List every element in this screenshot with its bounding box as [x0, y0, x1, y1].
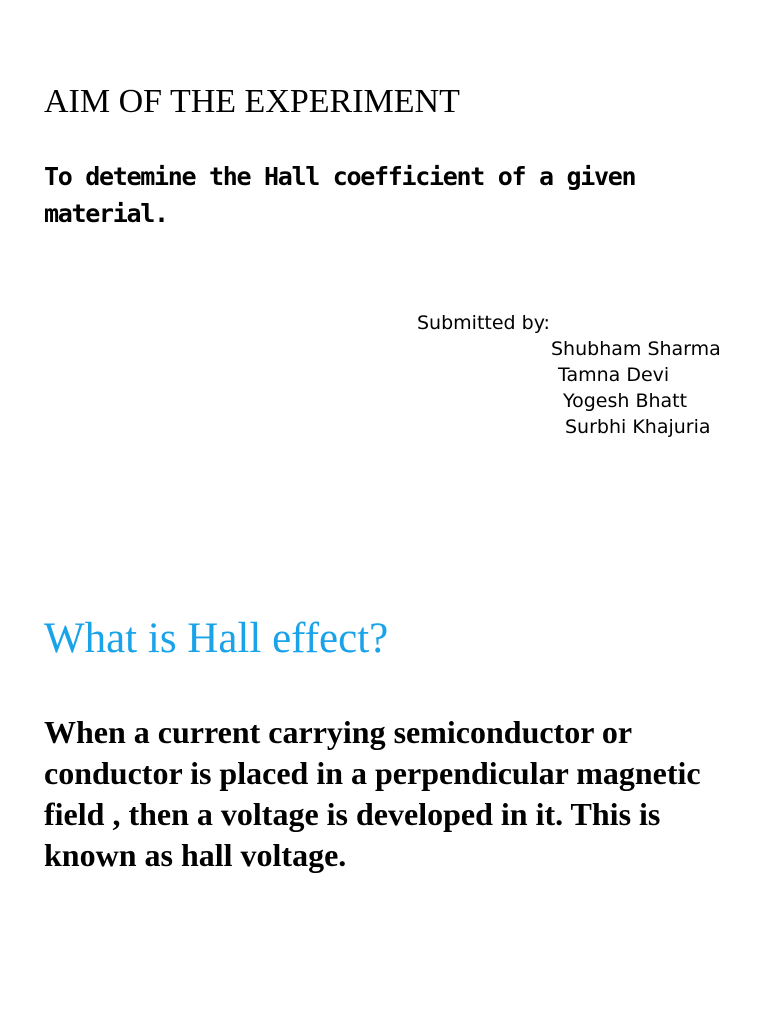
slide-hall-effect	[0, 512, 768, 1024]
member-name: Surbhi Khajuria	[565, 416, 711, 438]
aim-statement: To detemine the Hall coefficient of a given material.	[44, 162, 636, 228]
member-name: Shubham Sharma	[551, 338, 721, 360]
member-name: Tamna Devi	[558, 364, 670, 386]
hall-effect-definition: When a current carrying semiconductor or conductor is placed in a perpendicular magnetic field , then a voltage is developed in it. This is known as hall voltage.	[44, 714, 701, 873]
submitted-by-block	[0, 308, 768, 448]
submitted-by-label: Submitted by:	[417, 312, 550, 334]
aim-heading: AIM OF THE EXPERIMENT	[44, 83, 460, 120]
hall-effect-heading: What is Hall effect?	[44, 615, 389, 662]
member-name: Yogesh Bhatt	[563, 390, 688, 412]
